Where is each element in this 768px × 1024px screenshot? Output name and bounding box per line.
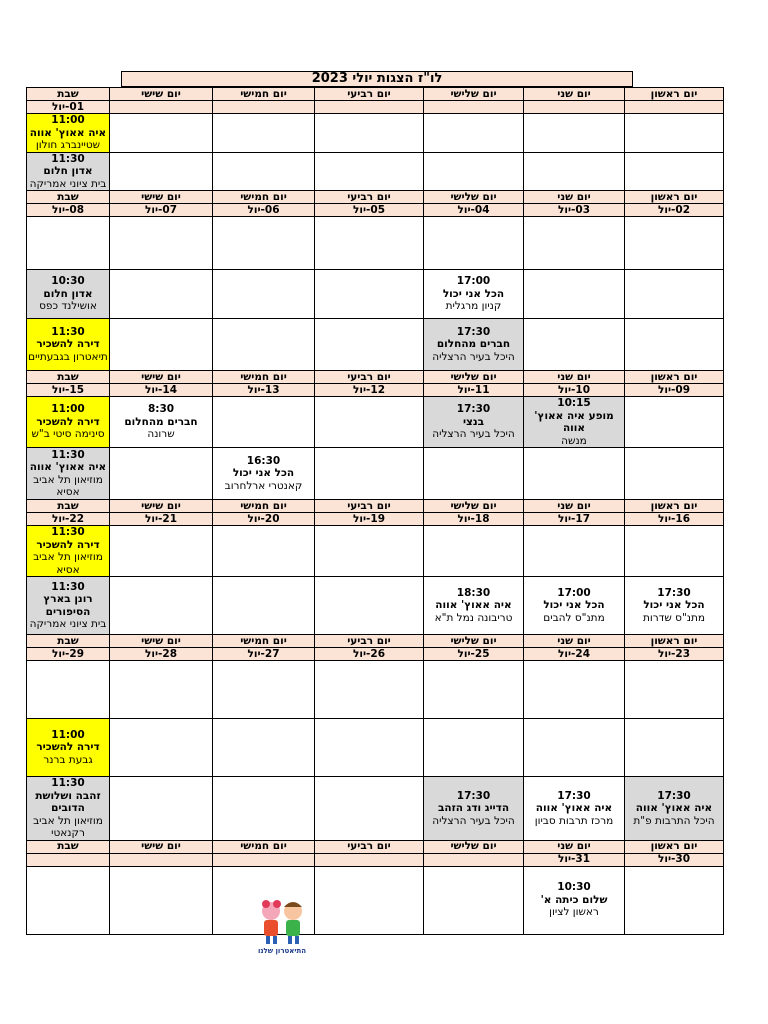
date-cell: 28-יול: [110, 648, 213, 661]
day-name-cell: יום שני: [524, 635, 625, 648]
empty-cell: [213, 719, 315, 777]
date-cell: 16-יול: [625, 513, 724, 526]
event-name: הכל אני יכול: [643, 599, 705, 612]
empty-cell: [625, 661, 724, 719]
event-name: דירה להשכיר: [36, 741, 100, 754]
empty-cell: [625, 397, 724, 448]
date-cell: 03-יול: [524, 204, 625, 217]
event-place: מתנ"ס שדרות: [642, 611, 706, 624]
theater-logo: [251, 895, 313, 957]
day-name-cell: שבת: [27, 500, 110, 513]
event-time: 17:30: [456, 403, 491, 416]
empty-cell: [213, 777, 315, 841]
empty-cell: [315, 397, 424, 448]
day-name-cell: יום רביעי: [315, 840, 424, 853]
day-name-cell: יום שני: [524, 840, 625, 853]
day-name-cell: יום חמישי: [213, 88, 315, 101]
empty-cell: [315, 661, 424, 719]
empty-cell: [315, 577, 424, 635]
event-name: אדון חלום: [43, 165, 93, 177]
event-name: איה אאוץ' אווה: [535, 802, 613, 814]
day-name-cell: יום שני: [524, 191, 625, 204]
date-cell: 18-יול: [424, 513, 524, 526]
event-place: אושילנד כפס: [39, 300, 97, 313]
date-cell: 04-יול: [424, 204, 524, 217]
event-cell: [625, 777, 724, 841]
empty-cell: [110, 719, 213, 777]
day-name-cell: יום ראשון: [625, 88, 724, 101]
event-cell: [27, 577, 110, 635]
empty-cell: [110, 217, 213, 270]
day-name-cell: יום שישי: [110, 371, 213, 384]
date-cell: 10-יול: [524, 384, 625, 397]
event-place: טריבונה נמל ת"א: [434, 611, 513, 624]
event-time: 10:30: [557, 881, 591, 894]
date-cell: 13-יול: [213, 384, 315, 397]
date-cell: 26-יול: [315, 648, 424, 661]
empty-cell: [110, 114, 213, 153]
event-place: היכל בעיר הרצליה: [432, 428, 515, 441]
event-cell: [27, 270, 110, 319]
date-cell: 14-יול: [110, 384, 213, 397]
day-name-cell: יום רביעי: [315, 88, 424, 101]
date-cell: 12-יול: [315, 384, 424, 397]
date-cell: 27-יול: [213, 648, 315, 661]
event-row: [27, 866, 724, 934]
event-time: 11:00: [51, 403, 85, 416]
date-cell: [315, 101, 424, 114]
date-cell: 15-יול: [27, 384, 110, 397]
date-cell: [424, 853, 524, 866]
event-name: איה אאוץ' אווה: [29, 461, 107, 473]
date-row: [27, 853, 724, 866]
event-row: [27, 661, 724, 719]
event-name: שלום כיתה א': [540, 893, 608, 906]
event-cell: [27, 719, 110, 777]
date-cell: [213, 101, 315, 114]
event-cell: [424, 270, 524, 319]
date-cell: 09-יול: [625, 384, 724, 397]
event-time: 11:30: [51, 777, 85, 789]
event-cell: [424, 319, 524, 371]
date-cell: 29-יול: [27, 648, 110, 661]
event-place: בית ציוני אמריקה: [29, 177, 107, 190]
empty-cell: [213, 319, 315, 371]
event-name: זהבה ושלושת הדובים: [35, 789, 101, 814]
day-name-cell: יום שישי: [110, 191, 213, 204]
empty-cell: [625, 719, 724, 777]
day-header-row: [27, 88, 724, 101]
empty-cell: [424, 114, 524, 153]
empty-cell: [315, 319, 424, 371]
day-name-cell: יום רביעי: [315, 635, 424, 648]
date-row: [27, 513, 724, 526]
event-time: 11:30: [51, 448, 85, 461]
empty-cell: [524, 152, 625, 191]
date-row: [27, 204, 724, 217]
event-cell: [27, 526, 110, 577]
event-name: מופע איה אאוץ' אווה: [534, 409, 614, 434]
empty-cell: [315, 114, 424, 153]
day-name-cell: שבת: [27, 635, 110, 648]
day-name-cell: יום שישי: [110, 635, 213, 648]
event-row: [27, 114, 724, 153]
logo-text: התיאטרון שלנו: [257, 947, 307, 955]
empty-cell: [524, 719, 625, 777]
event-cell: [524, 777, 625, 841]
empty-cell: [213, 397, 315, 448]
event-name: דירה להשכיר: [36, 538, 100, 551]
day-name-cell: יום חמישי: [213, 840, 315, 853]
day-name-cell: שבת: [27, 840, 110, 853]
event-place: קאנטרי ארלחרוב: [224, 479, 303, 492]
event-time: 17:30: [657, 586, 691, 599]
day-name-cell: שבת: [27, 371, 110, 384]
date-cell: 01-יול: [27, 101, 110, 114]
empty-cell: [524, 526, 625, 577]
empty-cell: [524, 270, 625, 319]
event-cell: [27, 777, 110, 841]
empty-cell: [315, 719, 424, 777]
empty-cell: [315, 152, 424, 191]
event-cell: [424, 777, 524, 841]
empty-cell: [27, 217, 110, 270]
event-place: מנשה: [561, 434, 587, 447]
empty-cell: [424, 866, 524, 934]
empty-cell: [213, 270, 315, 319]
event-name: אדון חלום: [43, 287, 93, 300]
empty-cell: [315, 777, 424, 841]
empty-cell: [315, 866, 424, 934]
day-header-row: [27, 840, 724, 853]
date-cell: 05-יול: [315, 204, 424, 217]
empty-cell: [625, 152, 724, 191]
event-cell: [424, 397, 524, 448]
date-cell: [110, 853, 213, 866]
event-place: היכל בעיר הרצליה: [432, 814, 515, 827]
event-row: [27, 397, 724, 448]
event-row: [27, 270, 724, 319]
day-name-cell: יום רביעי: [315, 500, 424, 513]
empty-cell: [625, 217, 724, 270]
day-name-cell: יום ראשון: [625, 191, 724, 204]
event-place: קניון מרגלית: [445, 300, 502, 313]
event-time: 17:30: [557, 789, 591, 802]
day-name-cell: יום שלישי: [424, 500, 524, 513]
empty-cell: [625, 319, 724, 371]
day-name-cell: יום שלישי: [424, 371, 524, 384]
event-row: [27, 719, 724, 777]
day-name-cell: יום שלישי: [424, 88, 524, 101]
event-place: מרכז תרבות סביון: [534, 814, 614, 827]
empty-cell: [524, 661, 625, 719]
date-cell: 20-יול: [213, 513, 315, 526]
day-name-cell: יום שלישי: [424, 840, 524, 853]
empty-cell: [110, 866, 213, 934]
date-cell: [110, 101, 213, 114]
day-name-cell: שבת: [27, 88, 110, 101]
day-name-cell: יום שישי: [110, 88, 213, 101]
event-row: [27, 319, 724, 371]
day-header-row: [27, 500, 724, 513]
day-name-cell: שבת: [27, 191, 110, 204]
empty-cell: [424, 661, 524, 719]
empty-cell: [524, 114, 625, 153]
empty-cell: [110, 152, 213, 191]
event-time: 11:30: [51, 325, 85, 338]
event-name: בנצי: [462, 415, 485, 428]
day-name-cell: יום חמישי: [213, 635, 315, 648]
event-name: חברים מהחלום: [124, 415, 198, 428]
date-cell: [625, 101, 724, 114]
day-name-cell: יום שישי: [110, 500, 213, 513]
date-cell: [27, 853, 110, 866]
day-name-cell: יום שלישי: [424, 191, 524, 204]
event-place: בית ציוני אמריקה: [29, 618, 107, 630]
day-header-row: [27, 635, 724, 648]
empty-cell: [110, 661, 213, 719]
event-time: 11:30: [51, 526, 85, 538]
empty-cell: [625, 866, 724, 934]
empty-cell: [424, 152, 524, 191]
date-cell: [424, 101, 524, 114]
event-cell: [625, 577, 724, 635]
event-row: [27, 577, 724, 635]
event-place: שרונה: [147, 428, 175, 441]
date-cell: [315, 853, 424, 866]
date-cell: 30-יול: [625, 853, 724, 866]
event-time: 16:30: [246, 454, 281, 467]
empty-cell: [315, 526, 424, 577]
event-place: סינימה סיטי ב"ש: [31, 428, 105, 441]
day-name-cell: יום שישי: [110, 840, 213, 853]
empty-cell: [424, 719, 524, 777]
event-name: איה אאוץ' אווה: [29, 126, 107, 139]
event-place: ראשון לציון: [549, 906, 599, 919]
day-name-cell: יום ראשון: [625, 635, 724, 648]
event-time: 17:30: [657, 789, 691, 802]
event-name: דירה להשכיר: [36, 415, 100, 428]
empty-cell: [524, 217, 625, 270]
day-name-cell: יום רביעי: [315, 371, 424, 384]
date-row: [27, 648, 724, 661]
empty-cell: [110, 319, 213, 371]
event-name: הדייג ודג הזהב: [437, 802, 510, 814]
date-cell: [524, 101, 625, 114]
schedule-table: [26, 87, 724, 935]
day-name-cell: יום רביעי: [315, 191, 424, 204]
event-time: 18:30: [456, 586, 491, 599]
event-place: מוזיאון תל אביב אסיא: [33, 551, 103, 576]
empty-cell: [110, 270, 213, 319]
event-cell: [524, 577, 625, 635]
event-row: [27, 526, 724, 577]
day-name-cell: יום שני: [524, 500, 625, 513]
empty-cell: [625, 114, 724, 153]
empty-cell: [625, 270, 724, 319]
event-time: 17:00: [557, 586, 591, 599]
event-name: הכל אני יכול: [442, 287, 505, 300]
empty-cell: [524, 319, 625, 371]
date-cell: 21-יול: [110, 513, 213, 526]
event-cell: [27, 152, 110, 191]
empty-cell: [110, 526, 213, 577]
empty-cell: [110, 577, 213, 635]
date-cell: 02-יול: [625, 204, 724, 217]
event-time: 8:30: [147, 403, 175, 416]
date-cell: [213, 853, 315, 866]
empty-cell: [424, 526, 524, 577]
empty-cell: [213, 152, 315, 191]
date-cell: 24-יול: [524, 648, 625, 661]
day-header-row: [27, 191, 724, 204]
day-name-cell: יום ראשון: [625, 371, 724, 384]
date-cell: 25-יול: [424, 648, 524, 661]
event-cell: [524, 866, 625, 934]
date-cell: 11-יול: [424, 384, 524, 397]
event-place: היכל בעיר הרצליה: [432, 350, 515, 363]
event-place: מוזיאון תל אביב רקנאטי: [33, 814, 103, 839]
empty-cell: [110, 448, 213, 500]
event-cell: [424, 577, 524, 635]
event-name: הכל אני יכול: [543, 599, 605, 612]
day-name-cell: יום שני: [524, 371, 625, 384]
day-name-cell: יום ראשון: [625, 840, 724, 853]
event-time: 11:00: [51, 114, 85, 126]
day-name-cell: יום חמישי: [213, 191, 315, 204]
empty-cell: [213, 577, 315, 635]
day-header-row: [27, 371, 724, 384]
event-name: איה אאוץ' אווה: [435, 599, 512, 612]
empty-cell: [110, 777, 213, 841]
date-row: [27, 101, 724, 114]
empty-cell: [315, 217, 424, 270]
event-cell: [27, 114, 110, 153]
event-cell: [27, 448, 110, 500]
event-name: רונן בארץ הסיפורים: [43, 593, 93, 618]
empty-cell: [524, 448, 625, 500]
event-name: חברים מהחלום: [436, 338, 511, 351]
empty-cell: [213, 661, 315, 719]
empty-cell: [424, 217, 524, 270]
day-name-cell: יום חמישי: [213, 500, 315, 513]
event-name: הכל אני יכול: [232, 467, 295, 480]
date-cell: 08-יול: [27, 204, 110, 217]
date-cell: 06-יול: [213, 204, 315, 217]
event-time: 11:30: [51, 152, 85, 165]
event-place: מתנ"ס להבים: [543, 611, 605, 624]
event-time: 17:30: [456, 789, 491, 802]
empty-cell: [213, 114, 315, 153]
page-title: לו"ז הצגות יולי 2023: [121, 71, 633, 87]
empty-cell: [213, 526, 315, 577]
event-cell: [213, 448, 315, 500]
date-cell: 17-יול: [524, 513, 625, 526]
day-name-cell: יום ראשון: [625, 500, 724, 513]
event-cell: [524, 397, 625, 448]
empty-cell: [315, 448, 424, 500]
event-row: [27, 152, 724, 191]
event-cell: [27, 319, 110, 371]
event-place: מוזיאון תל אביב אסיא: [33, 473, 103, 498]
event-place: תיאטרון בגבעתיים: [28, 350, 108, 363]
event-place: שטיינברג חולון: [35, 139, 101, 151]
event-time: 11:30: [51, 580, 85, 593]
empty-cell: [213, 217, 315, 270]
event-place: גבעת ברנר: [43, 753, 93, 766]
event-time: 17:00: [456, 275, 491, 288]
empty-cell: [27, 866, 110, 934]
date-cell: 23-יול: [625, 648, 724, 661]
day-name-cell: יום שלישי: [424, 635, 524, 648]
date-cell: 07-יול: [110, 204, 213, 217]
event-name: דירה להשכיר: [36, 338, 100, 351]
empty-cell: [625, 448, 724, 500]
date-row: [27, 384, 724, 397]
date-cell: 22-יול: [27, 513, 110, 526]
event-name: איה אאוץ' אווה: [635, 802, 713, 814]
event-time: 17:30: [456, 325, 491, 338]
event-time: 10:15: [557, 397, 591, 409]
day-name-cell: יום שני: [524, 88, 625, 101]
empty-cell: [424, 448, 524, 500]
event-row: [27, 217, 724, 270]
empty-cell: [27, 661, 110, 719]
event-cell: [110, 397, 213, 448]
empty-cell: [625, 526, 724, 577]
event-time: 10:30: [51, 275, 85, 288]
event-row: [27, 448, 724, 500]
event-time: 11:00: [51, 728, 85, 741]
event-row: [27, 777, 724, 841]
date-cell: 31-יול: [524, 853, 625, 866]
day-name-cell: יום חמישי: [213, 371, 315, 384]
empty-cell: [315, 270, 424, 319]
event-cell: [27, 397, 110, 448]
event-place: היכל התרבות פ"ת: [633, 814, 715, 827]
date-cell: 19-יול: [315, 513, 424, 526]
